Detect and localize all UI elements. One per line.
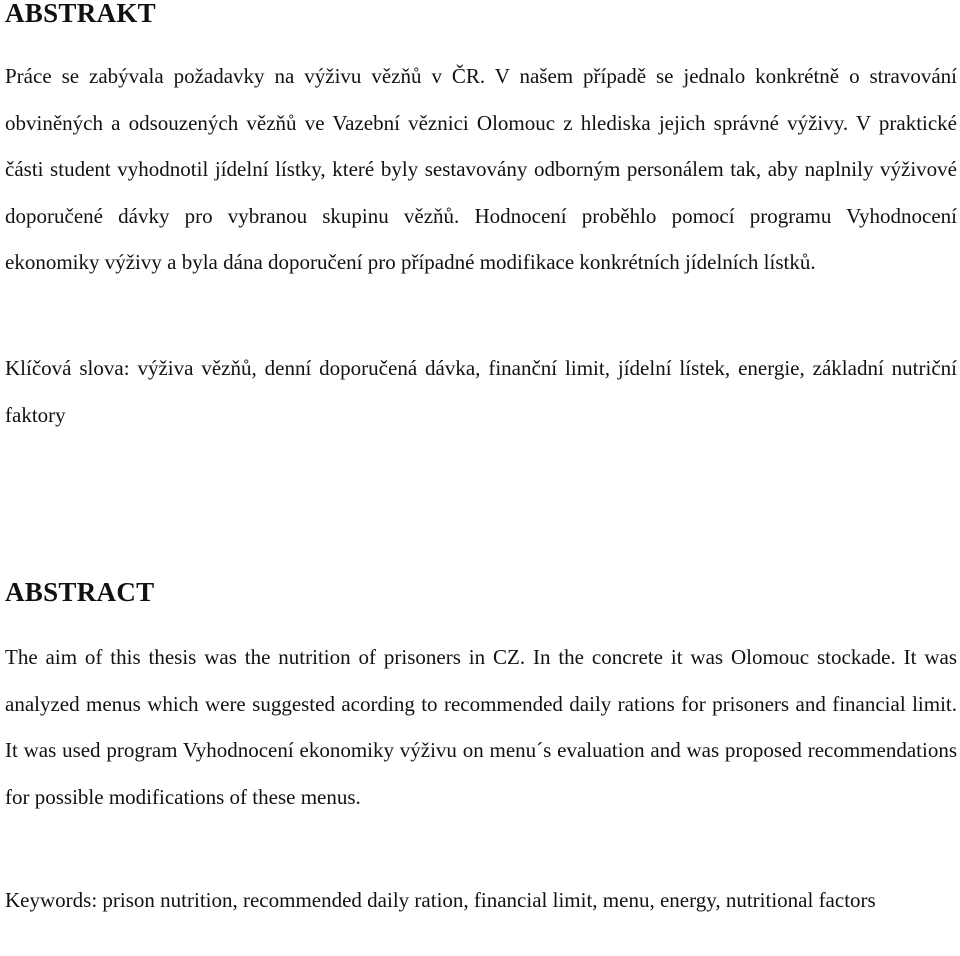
czech-keywords: Klíčová slova: výživa vězňů, denní doporučená dávka, finanční limit, jídelní lístek, energie, základní nutriční faktory [5, 356, 957, 427]
english-abstract-text: The aim of this thesis was the nutrition of prisoners in CZ. In the concrete it was Olomouc stockade. It was analyzed menus which were suggested acording to recommended daily rations for prisoners and financial limit. It was used program Vyhodnocení ekonomiky výživu on menu´s evaluation and was proposed recommendations for possible modifications of these menus. [5, 645, 957, 809]
czech-abstract-text: Práce se zabývala požadavky na výživu vězňů v ČR. V našem případě se jednalo konkrétně o stravování obviněných a odsouzených vězňů ve Vazební věznici Olomouc z hlediska jejich správné výživy. V praktické části student vyhodnotil jídelní lístky, které byly sestavovány odborným personálem tak, aby naplnily výživové doporučené dávky pro vybranou skupinu vězňů. Hodnocení proběhlo pomocí programu Vyhodnocení ekonomiky výživy a byla dána doporučení pro případné modifikace konkrétních jídelních lístků. [5, 64, 957, 275]
english-abstract-heading: ABSTRACT [5, 577, 155, 607]
czech-abstract-heading: ABSTRAKT [5, 0, 156, 28]
english-keywords: Keywords: prison nutrition, recommended daily ration, financial limit, menu, energy, nutritional factors [5, 888, 876, 912]
